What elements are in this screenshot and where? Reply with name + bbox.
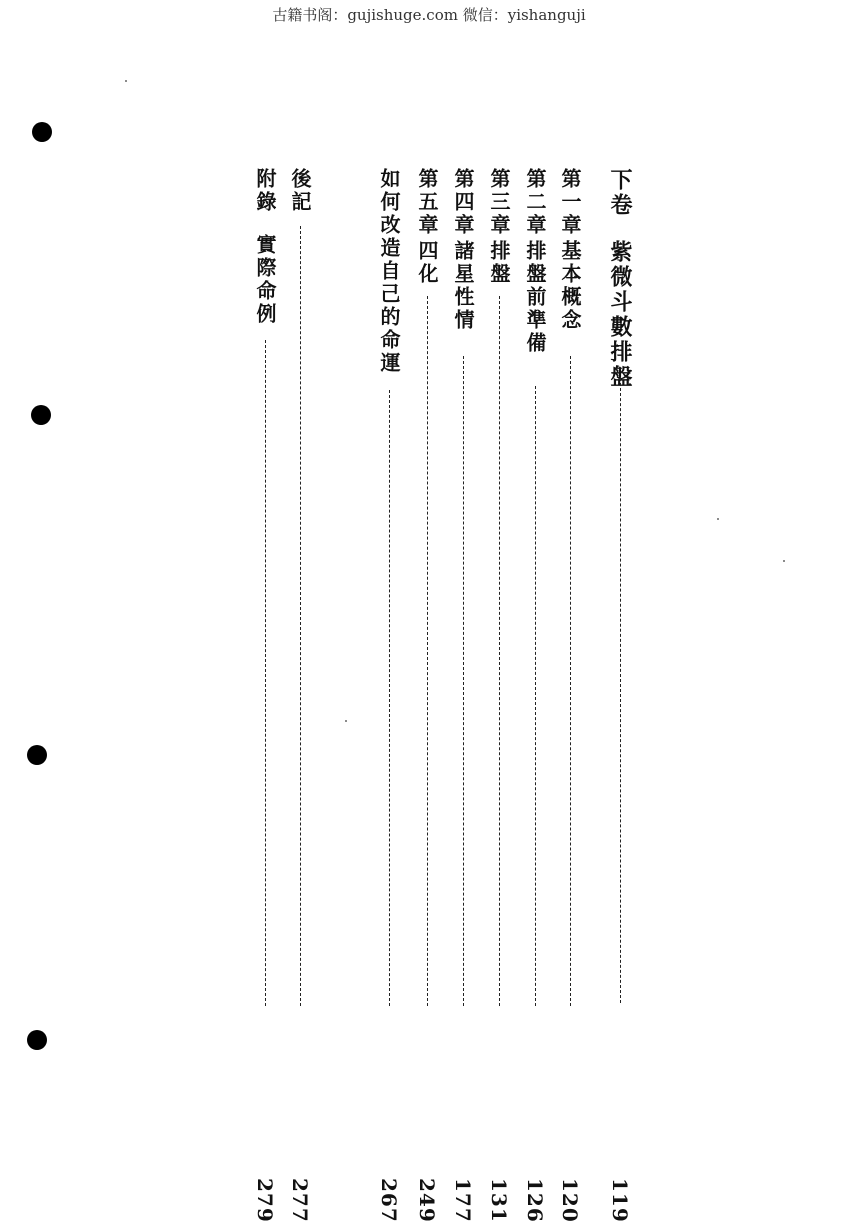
- page-number: 177: [451, 1178, 475, 1223]
- entry-title: 實際命例: [253, 234, 277, 326]
- toc-entry: [518, 168, 552, 1223]
- chapter-label: 第三章: [487, 168, 511, 237]
- binder-hole: [31, 405, 51, 425]
- watermark-text: 古籍书阁：gujishuge.com 微信：yishanguji: [272, 6, 586, 24]
- dotted-leader: [463, 356, 464, 1006]
- toc-entry: [283, 168, 317, 1223]
- binder-hole: [27, 1030, 47, 1050]
- binder-hole: [27, 745, 47, 765]
- toc-entry: [482, 168, 516, 1223]
- entry-title: 排盤前準備: [523, 240, 547, 355]
- chapter-label: 第一章: [558, 168, 582, 237]
- dotted-leader: [535, 386, 536, 1006]
- dotted-leader: [300, 226, 301, 1006]
- page-number: 126: [523, 1178, 547, 1223]
- dotted-leader: [620, 378, 621, 1003]
- chapter-label: 第五章: [415, 168, 439, 237]
- entry-title: 如何改造自己的命運: [377, 168, 401, 375]
- page-number: 131: [487, 1178, 511, 1223]
- scan-speck: [345, 720, 347, 722]
- page-number: 120: [558, 1178, 582, 1223]
- chapter-label: 第四章: [451, 168, 475, 237]
- toc-entry: [372, 168, 406, 1223]
- entry-title: 諸星性情: [451, 240, 475, 332]
- page-number: 279: [253, 1178, 277, 1223]
- part-title: 紫微斗數排盤: [607, 240, 633, 390]
- entry-title: 基本概念: [558, 240, 582, 332]
- chapter-label: 第二章: [523, 168, 547, 237]
- dotted-leader: [570, 356, 571, 1006]
- scan-speck: [125, 80, 127, 82]
- toc-entry: [446, 168, 480, 1223]
- chapter-label: 附錄: [253, 168, 277, 214]
- toc-entry: [248, 168, 282, 1223]
- dotted-leader: [427, 296, 428, 1006]
- toc-part-heading: [603, 168, 637, 1223]
- part-label: 下卷: [607, 168, 633, 218]
- dotted-leader: [265, 340, 266, 1006]
- toc-entry: [410, 168, 444, 1223]
- entry-title: 後記: [288, 168, 312, 214]
- binder-hole: [32, 122, 52, 142]
- dotted-leader: [389, 390, 390, 1006]
- scan-speck: [717, 518, 719, 520]
- dotted-leader: [499, 296, 500, 1006]
- page-number: 267: [377, 1178, 401, 1223]
- page-number: 249: [415, 1178, 439, 1223]
- page-number: 277: [288, 1178, 312, 1223]
- page-number: 119: [608, 1178, 632, 1223]
- toc-entry: [553, 168, 587, 1223]
- entry-title: 四化: [415, 240, 439, 286]
- scan-speck: [783, 560, 785, 562]
- entry-title: 排盤: [487, 240, 511, 286]
